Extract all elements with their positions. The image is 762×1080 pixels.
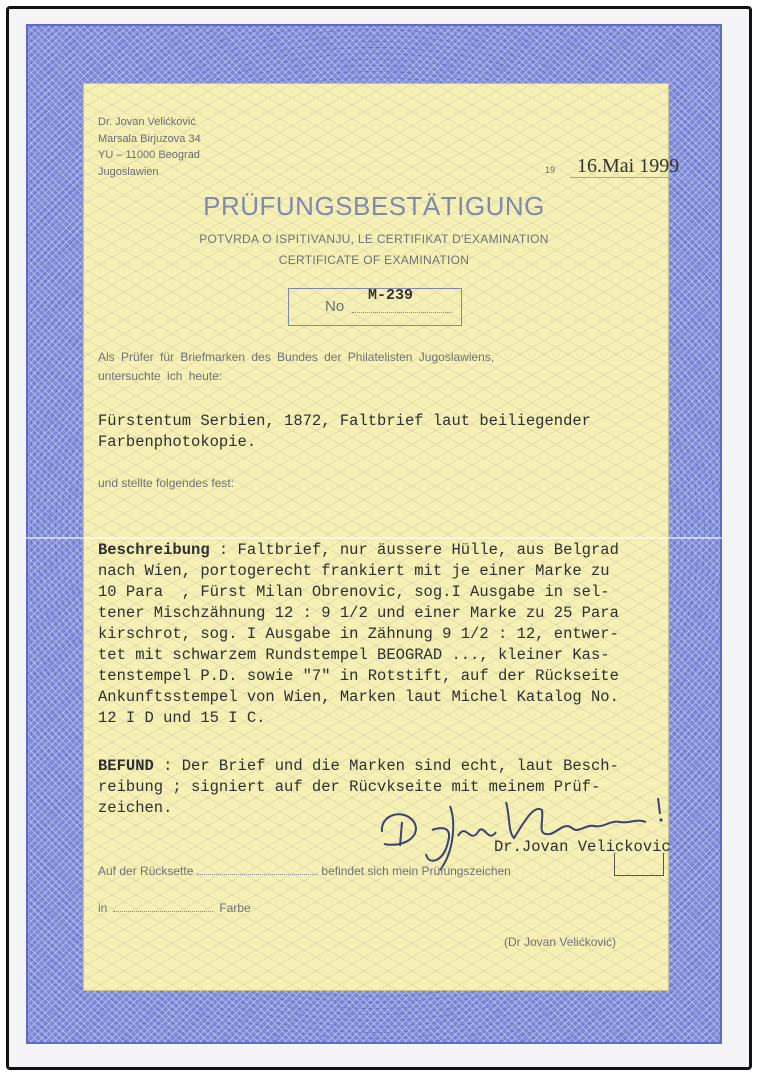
finding-line-3: zeichen. [98, 799, 173, 817]
footer-examiner-name: (Dr Jovan Velićković) [504, 935, 617, 949]
description-line-5: kirschrot, sog. I Ausgabe in Zähnung 9 1/2 : 12, entwer- [98, 625, 619, 643]
certificate-number: M-239 [368, 287, 414, 304]
description-line-1-text: : Faltbrief, nur äussere Hülle, aus Belgrad [209, 541, 619, 559]
date-prefix: 19 [545, 165, 556, 175]
finding-line-1-text: : Der Brief und die Marken sind echt, laut Besch- [153, 757, 619, 775]
description-line-6: tet mit schwarzem Rundstempel BEOGRAD ..., kleiner Kas- [98, 646, 610, 664]
issuer-city: YU – 11000 Beograd [98, 149, 200, 161]
finding-line-1 [98, 756, 698, 777]
issuer-name: Dr. Jovan Velićković [98, 116, 196, 128]
number-dotted-line [352, 312, 452, 313]
ink-color-prefix: in [98, 901, 108, 915]
description-line-8: Ankunftsstempel von Wien, Marken laut Michel Katalog No. [98, 688, 619, 706]
intro-line-2: untersuchte ich heute: [98, 369, 223, 383]
fold-line [26, 537, 722, 539]
description-block [98, 540, 698, 729]
back-side-dotted [197, 874, 317, 875]
description-line-9: 12 I D und 15 I C. [98, 709, 266, 727]
item-line-2: Farbenphotokopie. [98, 433, 257, 451]
ink-color-line [98, 901, 251, 915]
ink-color-suffix: Farbe [219, 901, 251, 915]
ink-color-dotted [113, 911, 213, 912]
subtitle-english: CERTIFICATE OF EXAMINATION [278, 253, 470, 267]
date-underline [570, 177, 692, 178]
finding-label: BEFUND [98, 757, 154, 775]
finding-line-2: reibung ; signiert auf der Rücvkseite mit meinem Prüf- [98, 778, 601, 796]
subtitle-translations: POTVRDA O ISPITIVANJU, LE CERTIFIKAT D'EXAMINATION [199, 232, 549, 246]
description-line-1 [98, 540, 698, 561]
issuer-address [98, 114, 201, 180]
back-side-label: Auf der Rücksette [98, 864, 194, 878]
back-side-line [98, 864, 511, 878]
intro-text [98, 348, 658, 386]
page-title: PRÜFUNGSBESTÄTIGUNG [203, 191, 545, 221]
examined-item [98, 411, 678, 453]
number-label: No [325, 298, 345, 315]
description-line-2: nach Wien, portogerecht frankiert mit je einer Marke zu [98, 562, 610, 580]
item-line-1: Fürstentum Serbien, 1872, Faltbrief laut beiliegender [98, 412, 591, 430]
signer-name: Dr.Jovan Velickovic [494, 838, 671, 856]
description-label: Beschreibung [98, 541, 210, 559]
intro-line-1: Als Prüfer für Briefmarken des Bundes der Philatelisten Jugoslawiens, [98, 350, 495, 364]
back-side-mark-label: befindet sich mein Prüfungszeichen [321, 864, 511, 878]
certificate-date: 16.Mai 1999 [577, 155, 680, 177]
examiner-mark-box [614, 853, 664, 876]
description-line-3: 10 Para , Fürst Milan Obrenovic, sog.I Ausgabe in sel- [98, 583, 610, 601]
issuer-street: Marsala Birjuzova 34 [98, 132, 201, 145]
issuer-country: Jugoslawien [98, 165, 159, 178]
description-line-7: tenstempel P.D. sowie "7" in Rotstift, auf der Rückseite [98, 667, 619, 685]
description-line-4: tener Mischzähnung 12 : 9 1/2 und einer Marke zu 25 Para [98, 604, 619, 622]
stated-label: und stellte folgendes fest: [98, 476, 235, 490]
